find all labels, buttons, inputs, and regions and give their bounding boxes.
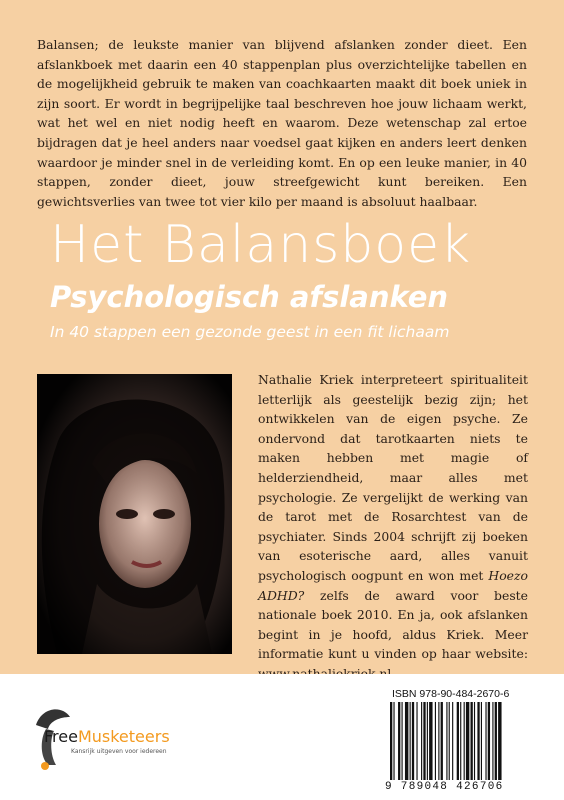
barcode-bar — [466, 702, 469, 780]
barcode-bar — [485, 702, 486, 780]
barcode-bar — [435, 702, 436, 780]
barcode-bar — [421, 702, 422, 780]
barcode-bar — [471, 702, 473, 780]
book-title: Het Balansboek — [50, 215, 472, 275]
barcode-bar — [477, 702, 479, 780]
author-bio-text: Nathalie Kriek interpreteert spiritualiteit letterlijk als geestelijk bezig zijn; het ontwikkelen van de eigen psyche. Ze ondervond dat tarotkaarten niets te maken hebben met magie of helderziendheid, maar alles met psychologie. Ze vergelijkt de werking van de tarot met de Rosarchtest van de psychiater. Sinds 2004 schrijft zij boeken van esoterische aard, alles vanuit psychologisch oogpunt en won met — [258, 372, 528, 583]
barcode-bar — [474, 702, 475, 780]
author-portrait-image — [37, 374, 232, 654]
isbn-barcode — [388, 702, 546, 782]
barcode-bar — [423, 702, 425, 780]
barcode-bar — [492, 702, 493, 780]
book-subtitle: Psychologisch afslanken — [50, 280, 449, 314]
barcode-digits: 9 789048 426706 — [385, 781, 504, 793]
barcode-bar — [495, 702, 497, 780]
author-photo — [37, 374, 232, 654]
barcode-bar — [427, 702, 428, 780]
barcode-bar — [393, 702, 394, 780]
publisher-logo — [30, 703, 200, 773]
isbn-label: ISBN 978-90-484-2670-6 — [392, 688, 510, 700]
barcode-bar — [457, 702, 459, 780]
barcode-bar — [488, 702, 490, 780]
author-bio-text-continued: zelfs de award voor beste nationale boek 2010. En ja, ook afslanken begint in je hoofd, aldus Kriek. Meer informatie kunt u vinden op haar website: — [258, 587, 528, 662]
barcode-bar — [438, 702, 439, 780]
barcode-bar — [402, 702, 403, 780]
barcode-bar — [405, 702, 408, 780]
barcode-bar — [498, 702, 501, 780]
barcode-bar — [412, 702, 414, 780]
book-blurb: Balansen; de leukste manier van blijvend afslanken zonder dieet. Een afslankboek met daarin een 40 stappenplan plus overzichtelijke tabellen en de mogelijkheid gebruik te maken van coachkaarten maakt dit boek uniek in zijn soort. Er wordt in begrijpelijke taal beschreven hoe jouw lichaam werkt, wat het wel en niet nodig heeft en waarom. Deze wetenschap zal ertoe bijdragen dat je heel anders naar voedsel gaat kijken en anders leert denken waardoor je minder snel in de verleiding komt. En op een leuke manier, in 40 stappen, zonder dieet, jouw streefgewicht kunt bereiken. Een gewichtsverlies van twee tot vier kilo per maand is absoluut haalbaar. — [37, 37, 527, 209]
author-bio — [258, 370, 528, 684]
barcode-bar — [452, 702, 453, 780]
barcode-bar — [416, 702, 417, 780]
publisher-name: FreeMusketeers — [44, 727, 170, 746]
barcode-bar — [441, 702, 443, 780]
barcode-bar — [410, 702, 411, 780]
barcode-bar — [390, 702, 392, 780]
barcode-bar — [398, 702, 400, 780]
book-tagline: In 40 stappen een gezonde geest in een fit lichaam — [50, 323, 450, 341]
publisher-slogan: Kansrijk uitgeven voor iedereen — [71, 748, 167, 755]
award-book-title: Hoezo ADHD? — [258, 567, 528, 603]
barcode-bar — [460, 702, 461, 780]
barcode-bar — [464, 702, 465, 780]
barcode-bar — [481, 702, 482, 780]
barcode-bar — [429, 702, 432, 780]
barcode-bar — [446, 702, 447, 780]
barcode-bar — [449, 702, 450, 780]
